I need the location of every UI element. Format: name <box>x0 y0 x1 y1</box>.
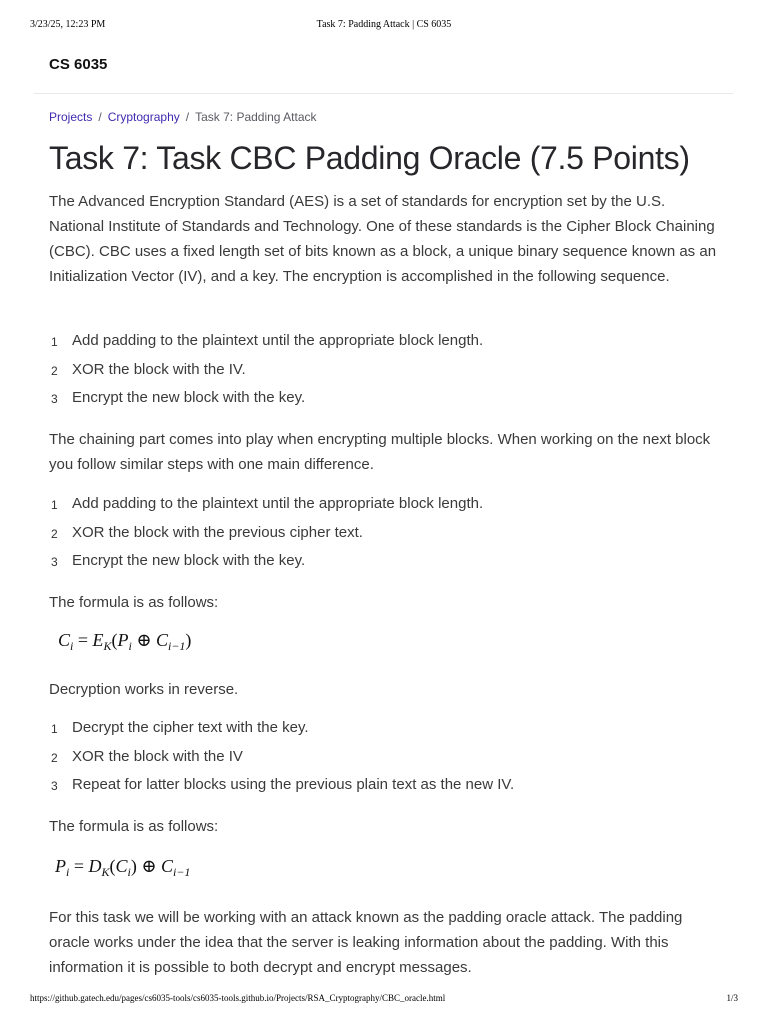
list-item-number: 1 <box>51 722 58 736</box>
formula-symbol: C <box>58 630 71 650</box>
list-item-number: 1 <box>51 498 58 512</box>
formula-symbol: P <box>55 856 66 876</box>
list-item-number: 3 <box>51 392 58 406</box>
print-header <box>0 19 768 33</box>
list-item-number: 2 <box>51 750 58 765</box>
formula-paren: ( <box>109 856 116 876</box>
list-item <box>49 360 719 389</box>
formula-subscript: K <box>103 639 112 653</box>
encryption-formula <box>58 630 191 651</box>
breadcrumb-projects-link[interactable]: Projects <box>49 110 93 124</box>
formula-subscript: K <box>101 865 110 879</box>
decryption-formula <box>55 856 190 877</box>
list-item-number: 3 <box>51 555 58 569</box>
list-item-text: XOR the block with the IV. <box>72 360 246 378</box>
list-item <box>49 775 719 804</box>
formula-subscript: i <box>70 639 74 653</box>
formula-symbol: C <box>115 856 128 876</box>
formula-paren: ( <box>111 630 118 650</box>
list-item <box>49 747 719 776</box>
oracle-paragraph: For this task we will be working with an attack known as the padding oracle attack. The padding oracle works under the idea that the server is leaking information about the padding. With this information it is possible to both decrypt and encrypt messages. <box>49 909 683 976</box>
breadcrumb-separator: / <box>98 110 102 124</box>
site-title-link[interactable]: CS 6035 <box>49 56 108 73</box>
list-item <box>49 523 719 552</box>
formula-symbol: C <box>160 856 173 876</box>
list-item-text: XOR the block with the previous cipher text. <box>72 523 363 541</box>
list-item <box>49 551 719 580</box>
formula-operator: = <box>77 630 89 650</box>
list-item-text: Encrypt the new block with the key. <box>72 389 306 406</box>
formula-intro-encrypt: The formula is as follows: <box>49 594 219 611</box>
formula-intro-decrypt: The formula is as follows: <box>49 818 219 835</box>
list-item-number: 2 <box>51 526 58 541</box>
header-divider <box>34 93 733 94</box>
encryption-steps-list <box>49 331 719 417</box>
formula-subscript: i <box>66 865 70 879</box>
formula-operator: = <box>73 856 84 876</box>
list-item <box>49 494 719 523</box>
list-item-number: 1 <box>51 335 58 349</box>
list-item-text: Repeat for latter blocks using the previous plain text as the new IV. <box>72 776 515 793</box>
formula-subscript: i <box>128 639 132 653</box>
decryption-steps-list <box>49 718 719 804</box>
formula-paren: ) <box>130 856 137 876</box>
list-item <box>49 718 719 747</box>
formula-operator: ⊕ <box>141 856 157 876</box>
breadcrumb <box>49 110 317 124</box>
formula-symbol: E <box>92 630 104 650</box>
list-item-text: Add padding to the plaintext until the appropriate block length. <box>72 332 484 349</box>
formula-subscript: i−1 <box>167 639 186 653</box>
chaining-steps-list <box>49 494 719 580</box>
print-footer <box>0 993 768 1007</box>
intro-paragraph: The Advanced Encryption Standard (AES) is a set of standards for encryption set by the U.S. National Institute of Standards and Technology. One of these standards is the Cipher Block Chaining (CBC). CBC uses a fixed length set of bits known as a block, a unique binary sequence known as an Initialization Vector (IV), and a key. The encryption is accomplished in the following sequence. <box>49 193 717 285</box>
formula-paren: ) <box>185 630 192 650</box>
list-item <box>49 388 719 417</box>
list-item-text: Encrypt the new block with the key. <box>72 552 306 569</box>
list-item-number: 3 <box>51 779 58 793</box>
formula-symbol: P <box>117 630 129 650</box>
print-page-number: 1/3 <box>726 993 738 1003</box>
print-datetime: 3/23/25, 12:23 PM <box>30 19 106 30</box>
list-item-text: Add padding to the plaintext until the appropriate block length. <box>72 495 484 512</box>
breadcrumb-cryptography-link[interactable]: Cryptography <box>107 110 180 124</box>
list-item-text: XOR the block with the IV <box>72 747 243 765</box>
formula-operator: ⊕ <box>136 630 152 650</box>
list-item-number: 2 <box>51 363 58 378</box>
breadcrumb-current: Task 7: Padding Attack <box>195 110 317 124</box>
breadcrumb-separator: / <box>185 110 190 124</box>
list-item <box>49 331 719 360</box>
page-title: Task 7: Task CBC Padding Oracle (7.5 Points) <box>49 140 690 176</box>
formula-symbol: C <box>155 630 168 650</box>
decryption-paragraph: Decryption works in reverse. <box>49 681 239 698</box>
print-url: https://github.gatech.edu/pages/cs6035-tools/cs6035-tools.github.io/Projects/RSA_Cryptography/CBC_oracle.html <box>30 993 446 1003</box>
formula-symbol: D <box>88 856 102 876</box>
chaining-paragraph: The chaining part comes into play when encrypting multiple blocks. When working on the next block you follow similar steps with one main difference. <box>49 431 711 473</box>
list-item-text: Decrypt the cipher text with the key. <box>72 719 309 736</box>
formula-subscript: i−1 <box>172 865 191 879</box>
formula-subscript: i <box>127 865 131 879</box>
print-doc-title: Task 7: Padding Attack | CS 6035 <box>316 19 452 30</box>
